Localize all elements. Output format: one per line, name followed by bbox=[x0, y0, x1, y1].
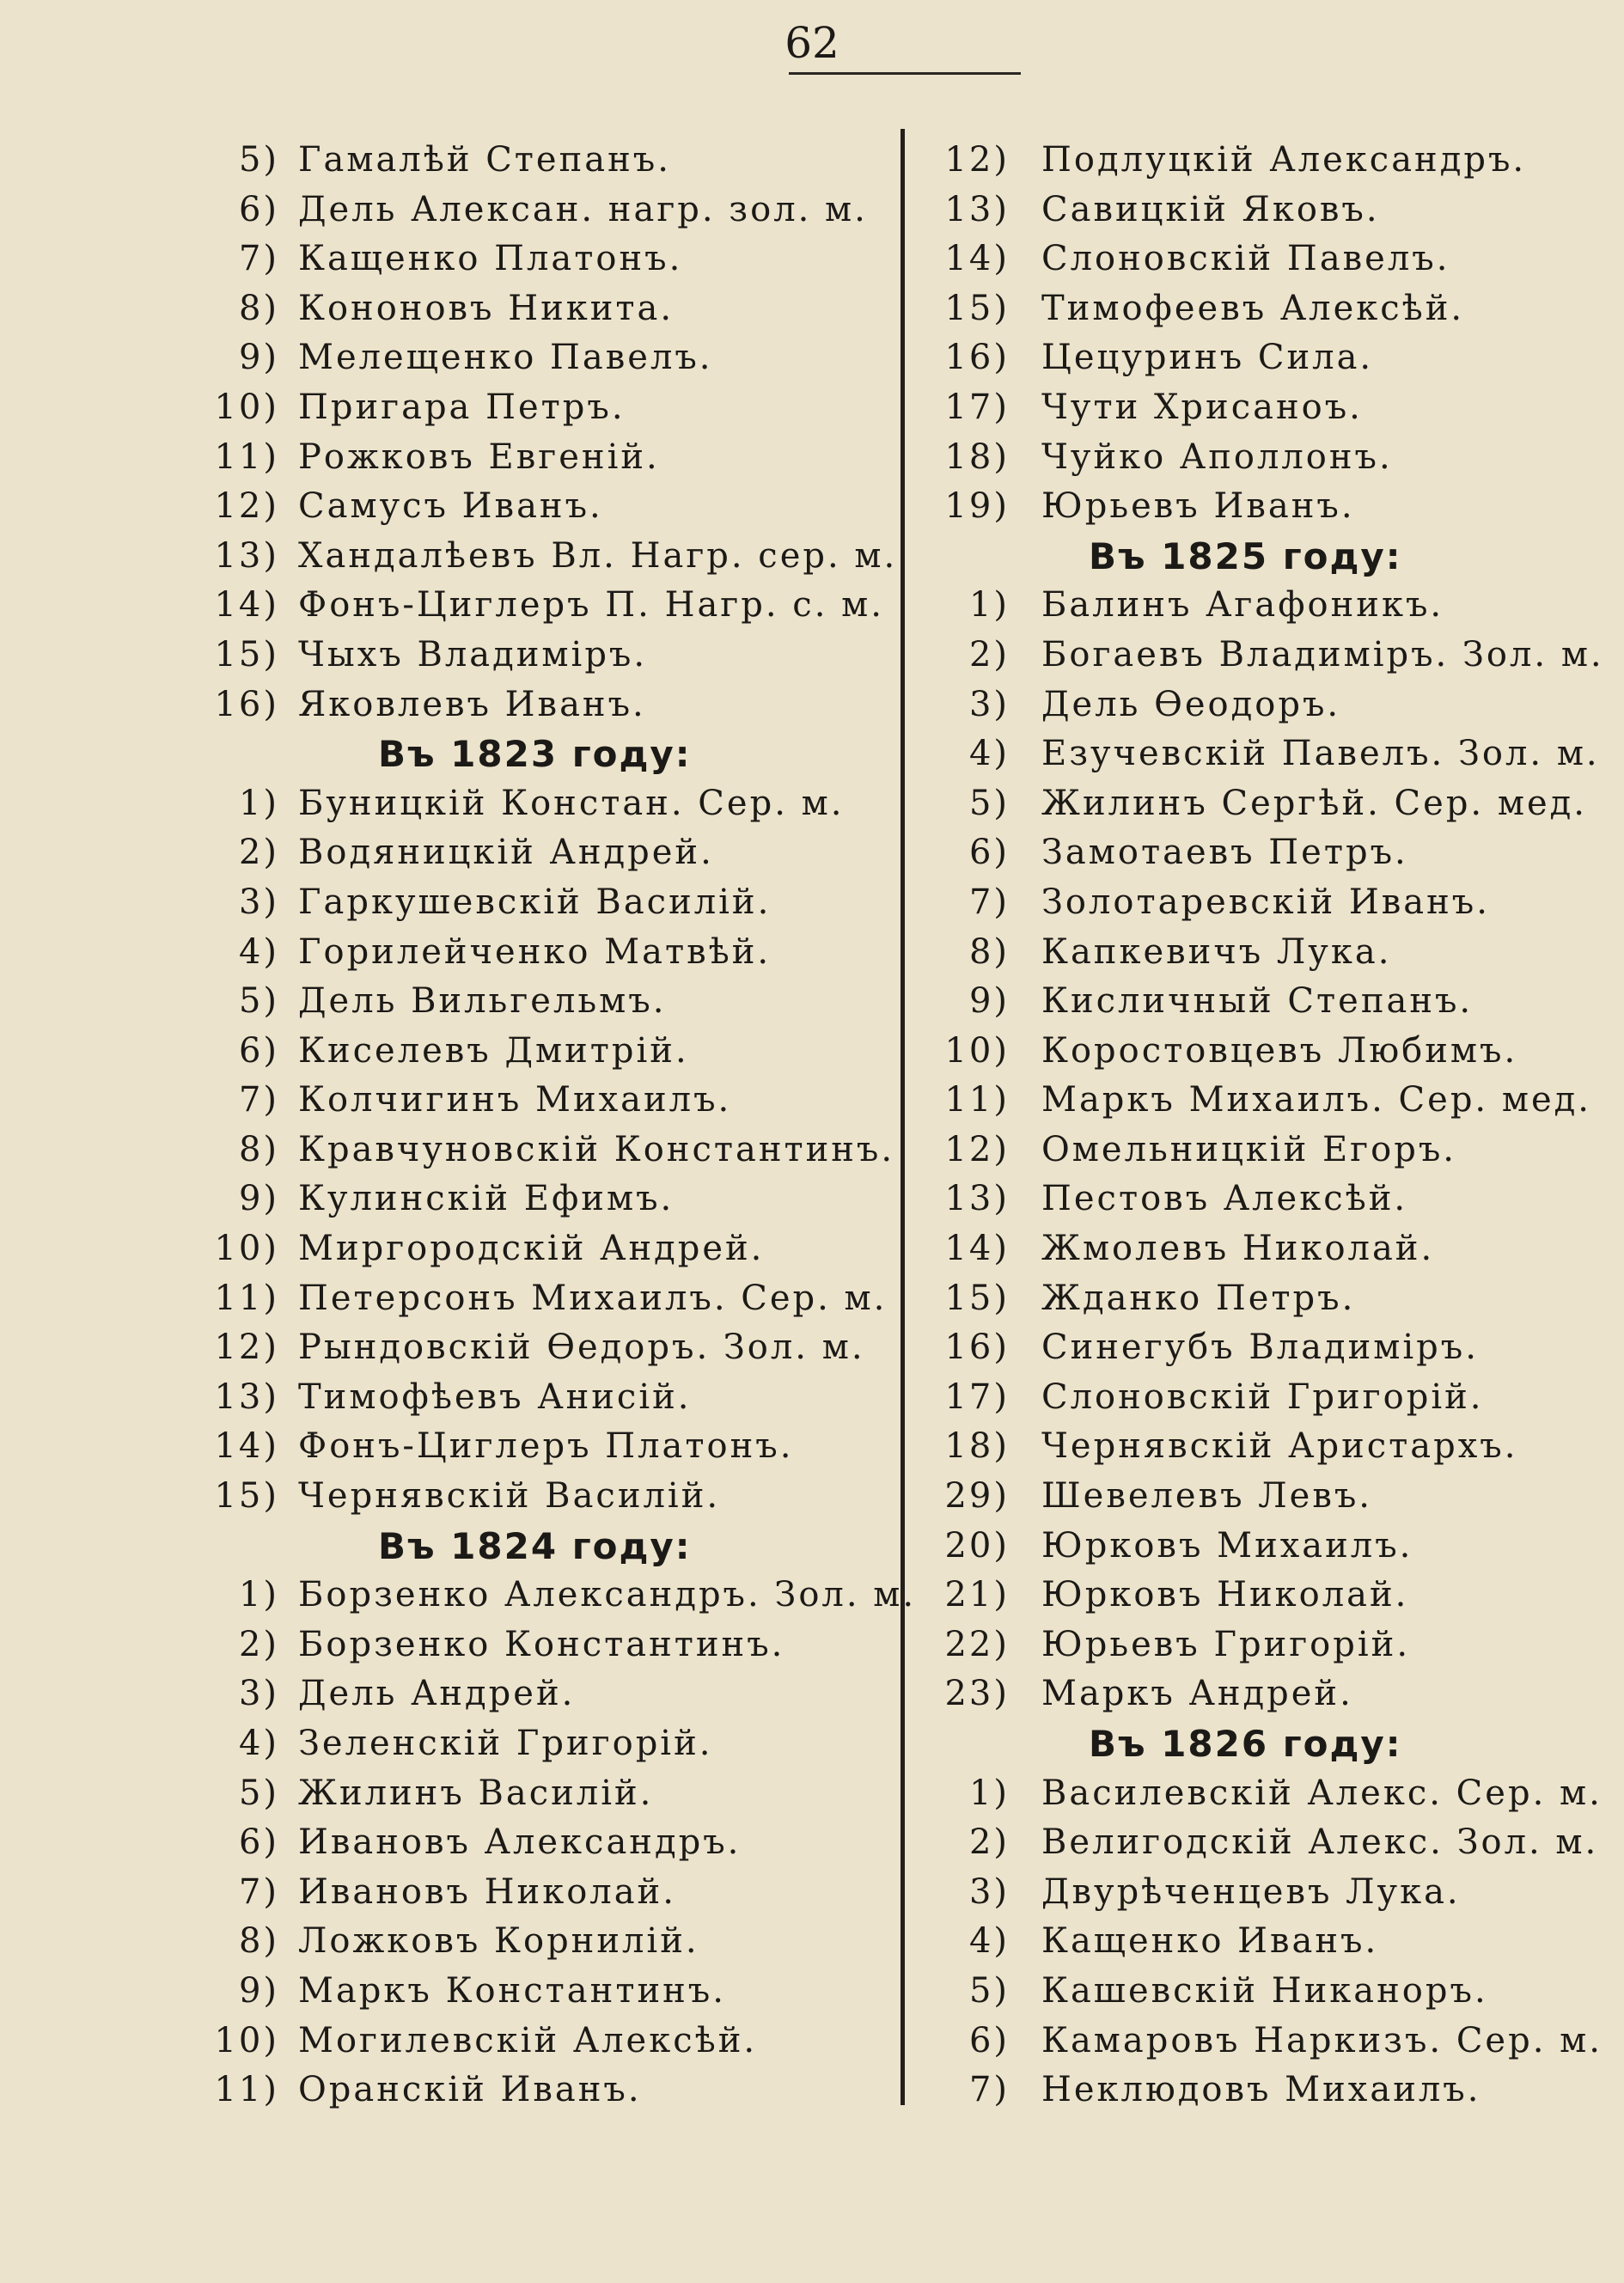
item-name: Фонъ-Циглеръ Платонъ. bbox=[298, 1426, 794, 1467]
item-number: 3) bbox=[968, 1871, 1010, 1912]
list-item bbox=[913, 235, 1617, 284]
item-name: Василевскій Алекс. Сер. м. bbox=[1041, 1773, 1603, 1813]
item-number: 18) bbox=[944, 436, 1010, 477]
list-item bbox=[168, 581, 896, 631]
item-name: Кащенко Платонъ. bbox=[298, 239, 683, 279]
item-number: 17) bbox=[944, 1377, 1010, 1417]
item-name: Дель Ѳеодоръ. bbox=[1041, 684, 1341, 724]
item-name: Яковлевъ Иванъ. bbox=[298, 684, 646, 724]
list-item bbox=[168, 284, 896, 334]
list-item bbox=[913, 1917, 1617, 1967]
item-name: Миргородскій Андрей. bbox=[298, 1229, 765, 1269]
item-name: Кащенко Иванъ. bbox=[1041, 1921, 1379, 1962]
item-number: 16) bbox=[944, 338, 1010, 378]
list-item bbox=[913, 1076, 1617, 1126]
item-number: 18) bbox=[944, 1426, 1010, 1467]
item-name: Чуйко Аполлонъ. bbox=[1041, 436, 1393, 477]
list-item bbox=[168, 433, 896, 483]
item-number: 13) bbox=[214, 1377, 279, 1417]
list-item bbox=[168, 1274, 896, 1324]
item-name: Слоновскій Павелъ. bbox=[1041, 239, 1450, 279]
item-number: 5) bbox=[238, 1773, 279, 1813]
year-heading: Въ 1826 году: bbox=[1089, 1723, 1402, 1765]
item-number: 15) bbox=[944, 1278, 1010, 1318]
item-name: Гамалѣй Степанъ. bbox=[298, 140, 671, 180]
list-item bbox=[168, 186, 896, 235]
item-number: 12) bbox=[944, 1129, 1010, 1169]
item-number: 6) bbox=[238, 189, 279, 229]
item-name: Юрковъ Михаилъ. bbox=[1041, 1525, 1413, 1566]
item-name: Богаевъ Владиміръ. Зол. м. bbox=[1041, 634, 1604, 675]
list-item bbox=[913, 779, 1617, 829]
item-number: 5) bbox=[968, 783, 1010, 823]
list-item bbox=[913, 284, 1617, 334]
list-item bbox=[168, 1126, 896, 1175]
list-item bbox=[168, 2017, 896, 2066]
item-name: Камаровъ Наркизъ. Сер. м. bbox=[1041, 2020, 1603, 2060]
year-heading: Въ 1824 году: bbox=[378, 1524, 692, 1567]
item-number: 15) bbox=[214, 634, 279, 675]
item-name: Борзенко Александръ. Зол. м. bbox=[298, 1575, 917, 1615]
item-number: 2) bbox=[968, 1822, 1010, 1863]
item-number: 9) bbox=[968, 981, 1010, 1022]
list-item bbox=[913, 2066, 1617, 2115]
list-item bbox=[168, 681, 896, 730]
item-name: Чыхъ Владиміръ. bbox=[298, 634, 648, 675]
item-number: 5) bbox=[238, 981, 279, 1022]
item-name: Чернявскій Аристархъ. bbox=[1041, 1426, 1518, 1467]
list-item bbox=[168, 1868, 896, 1918]
item-number: 14) bbox=[944, 239, 1010, 279]
list-item bbox=[913, 1323, 1617, 1373]
item-number: 8) bbox=[238, 1921, 279, 1962]
item-name: Горилейченко Матвѣй. bbox=[298, 931, 772, 972]
list-item bbox=[168, 235, 896, 284]
list-item bbox=[168, 2066, 896, 2115]
item-name: Дель Андрей. bbox=[298, 1674, 576, 1714]
item-number: 1) bbox=[238, 783, 279, 823]
item-name: Капкевичъ Лука. bbox=[1041, 931, 1392, 972]
item-name: Неклюдовъ Михаилъ. bbox=[1041, 2070, 1481, 2110]
item-number: 7) bbox=[968, 882, 1010, 922]
item-number: 11) bbox=[214, 1278, 279, 1318]
item-name: Чернявскій Василій. bbox=[298, 1476, 721, 1517]
item-name: Хандалѣевъ Вл. Нагр. сер. м. bbox=[298, 535, 898, 576]
item-number: 5) bbox=[238, 140, 279, 180]
list-item bbox=[913, 1175, 1617, 1224]
item-number: 2) bbox=[968, 634, 1010, 675]
list-item bbox=[168, 1076, 896, 1126]
item-number: 9) bbox=[238, 1179, 279, 1219]
list-item bbox=[168, 532, 896, 582]
item-number: 3) bbox=[968, 684, 1010, 724]
list-item bbox=[168, 1224, 896, 1274]
list-item bbox=[913, 1224, 1617, 1274]
item-number: 6) bbox=[968, 833, 1010, 873]
item-name: Савицкій Яковъ. bbox=[1041, 189, 1380, 229]
item-name: Балинъ Агафоникъ. bbox=[1041, 585, 1444, 626]
list-item bbox=[913, 433, 1617, 483]
list-item bbox=[913, 977, 1617, 1027]
year-heading: Въ 1825 году: bbox=[1089, 534, 1402, 577]
item-name: Гаркушевскій Василій. bbox=[298, 882, 772, 922]
item-number: 4) bbox=[968, 734, 1010, 774]
list-item bbox=[913, 1472, 1617, 1522]
list-item bbox=[913, 828, 1617, 878]
list-item bbox=[913, 1868, 1617, 1918]
item-number: 15) bbox=[944, 288, 1010, 328]
item-number: 10) bbox=[214, 1229, 279, 1269]
page-number-underline bbox=[789, 72, 1021, 75]
item-name: Золотаревскій Иванъ. bbox=[1041, 882, 1490, 922]
list-item bbox=[913, 1818, 1617, 1868]
item-name: Самусъ Иванъ. bbox=[298, 486, 603, 527]
item-name: Тимофеевъ Алексѣй. bbox=[1041, 288, 1465, 328]
item-number: 7) bbox=[968, 2070, 1010, 2110]
item-name: Оранскій Иванъ. bbox=[298, 2070, 642, 2110]
item-number: 7) bbox=[238, 1871, 279, 1912]
item-name: Юрьевъ Григорій. bbox=[1041, 1624, 1411, 1664]
list-item bbox=[913, 1621, 1617, 1670]
list-item bbox=[168, 383, 896, 433]
list-item bbox=[913, 333, 1617, 383]
item-name: Маркъ Михаилъ. Сер. мед. bbox=[1041, 1080, 1591, 1120]
item-name: Жилинъ Сергѣй. Сер. мед. bbox=[1041, 783, 1587, 823]
item-number: 16) bbox=[944, 1328, 1010, 1368]
item-number: 4) bbox=[968, 1921, 1010, 1962]
list-item bbox=[168, 1373, 896, 1423]
list-item bbox=[168, 977, 896, 1027]
list-item bbox=[168, 1323, 896, 1373]
item-number: 21) bbox=[944, 1575, 1010, 1615]
item-number: 22) bbox=[944, 1624, 1010, 1664]
item-name: Коростовцевъ Любимъ. bbox=[1041, 1030, 1518, 1071]
list-item bbox=[168, 1818, 896, 1868]
list-item bbox=[168, 631, 896, 681]
item-name: Фонъ-Циглеръ П. Нагр. с. м. bbox=[298, 585, 884, 626]
item-name: Жданко Петръ. bbox=[1041, 1278, 1356, 1318]
item-number: 16) bbox=[214, 684, 279, 724]
list-item bbox=[168, 828, 896, 878]
item-number: 4) bbox=[238, 1724, 279, 1763]
item-number: 10) bbox=[944, 1030, 1010, 1071]
item-name: Рожковъ Евгеній. bbox=[298, 436, 660, 477]
list-item bbox=[168, 1769, 896, 1819]
list-item bbox=[168, 136, 896, 186]
item-name: Дель Алексан. нагр. зол. м. bbox=[298, 189, 868, 229]
left-column bbox=[168, 136, 917, 2115]
item-number: 9) bbox=[238, 1970, 279, 2011]
year-heading: Въ 1823 году: bbox=[378, 733, 692, 776]
list-item bbox=[913, 1274, 1617, 1324]
item-name: Подлуцкій Александръ. bbox=[1041, 140, 1527, 180]
item-number: 6) bbox=[238, 1030, 279, 1071]
item-name: Ивановъ Николай. bbox=[298, 1871, 676, 1912]
item-number: 23) bbox=[944, 1674, 1010, 1714]
item-name: Цецуринъ Сила. bbox=[1041, 338, 1374, 378]
item-name: Пригара Петръ. bbox=[298, 387, 626, 427]
item-name: Кисличный Степанъ. bbox=[1041, 981, 1474, 1022]
item-number: 12) bbox=[214, 1328, 279, 1368]
item-name: Киселевъ Дмитрій. bbox=[298, 1030, 689, 1071]
item-number: 14) bbox=[944, 1229, 1010, 1269]
item-number: 14) bbox=[214, 1426, 279, 1467]
list-item bbox=[168, 1027, 896, 1077]
item-name: Двурѣченцевъ Лука. bbox=[1041, 1871, 1461, 1912]
item-name: Замотаевъ Петръ. bbox=[1041, 833, 1408, 873]
item-name: Слоновскій Григорій. bbox=[1041, 1377, 1484, 1417]
item-name: Ложковъ Корнилій. bbox=[298, 1921, 699, 1962]
item-number: 7) bbox=[238, 1080, 279, 1120]
list-item bbox=[168, 1175, 896, 1224]
item-name: Кашевскій Никаноръ. bbox=[1041, 1970, 1488, 2011]
list-item bbox=[913, 1670, 1617, 1719]
item-number: 2) bbox=[238, 833, 279, 873]
item-name: Рындовскій Ѳедоръ. Зол. м. bbox=[298, 1328, 865, 1368]
item-number: 11) bbox=[214, 436, 279, 477]
item-number: 17) bbox=[944, 387, 1010, 427]
item-name: Могилевскій Алексѣй. bbox=[298, 2020, 758, 2060]
list-item bbox=[913, 1027, 1617, 1077]
item-number: 15) bbox=[214, 1476, 279, 1517]
item-number: 12) bbox=[214, 486, 279, 527]
list-item bbox=[913, 631, 1617, 681]
item-number: 1) bbox=[238, 1575, 279, 1615]
item-number: 20) bbox=[944, 1525, 1010, 1566]
list-item bbox=[913, 681, 1617, 730]
item-number: 1) bbox=[968, 1773, 1010, 1813]
list-item bbox=[913, 878, 1617, 928]
item-number: 10) bbox=[214, 387, 279, 427]
list-item bbox=[168, 779, 896, 829]
list-item bbox=[168, 1967, 896, 2017]
list-item bbox=[913, 2017, 1617, 2066]
item-number: 8) bbox=[238, 1129, 279, 1169]
list-item bbox=[913, 581, 1617, 631]
item-name: Кононовъ Никита. bbox=[298, 288, 675, 328]
list-item bbox=[168, 1719, 896, 1769]
list-item bbox=[168, 1670, 896, 1719]
item-number: 8) bbox=[968, 931, 1010, 972]
item-number: 13) bbox=[944, 1179, 1010, 1219]
item-name: Велигодскій Алекс. Зол. м. bbox=[1041, 1822, 1599, 1863]
item-number: 7) bbox=[238, 239, 279, 279]
list-item bbox=[913, 482, 1617, 532]
list-item bbox=[913, 1373, 1617, 1423]
list-item bbox=[168, 1621, 896, 1670]
column-divider bbox=[901, 129, 905, 2105]
item-number: 10) bbox=[214, 2020, 279, 2060]
item-number: 29) bbox=[944, 1476, 1010, 1517]
item-name: Езучевскій Павелъ. Зол. м. bbox=[1041, 734, 1600, 774]
item-number: 3) bbox=[238, 1674, 279, 1714]
list-item bbox=[168, 482, 896, 532]
item-number: 6) bbox=[238, 1822, 279, 1863]
item-number: 9) bbox=[238, 338, 279, 378]
item-name: Борзенко Константинъ. bbox=[298, 1624, 785, 1664]
right-column bbox=[913, 136, 1617, 2115]
item-number: 2) bbox=[238, 1624, 279, 1664]
item-number: 1) bbox=[968, 585, 1010, 626]
item-number: 13) bbox=[214, 535, 279, 576]
item-number: 4) bbox=[238, 931, 279, 972]
list-item bbox=[913, 1967, 1617, 2017]
item-name: Маркъ Константинъ. bbox=[298, 1970, 726, 2011]
item-number: 11) bbox=[214, 2070, 279, 2110]
item-name: Тимофѣевъ Анисій. bbox=[298, 1377, 692, 1417]
item-name: Жилинъ Василій. bbox=[298, 1773, 654, 1813]
item-name: Колчигинъ Михаилъ. bbox=[298, 1080, 732, 1120]
item-name: Шевелевъ Левъ. bbox=[1041, 1476, 1373, 1517]
list-item bbox=[913, 729, 1617, 779]
list-item bbox=[168, 1422, 896, 1472]
item-name: Юрковъ Николай. bbox=[1041, 1575, 1409, 1615]
list-item bbox=[168, 1917, 896, 1967]
item-name: Маркъ Андрей. bbox=[1041, 1674, 1353, 1714]
item-name: Кулинскій Ефимъ. bbox=[298, 1179, 675, 1219]
list-item bbox=[168, 333, 896, 383]
list-item bbox=[913, 136, 1617, 186]
item-name: Дель Вильгельмъ. bbox=[298, 981, 667, 1022]
item-name: Юрьевъ Иванъ. bbox=[1041, 486, 1355, 527]
item-name: Мелещенко Павелъ. bbox=[298, 338, 713, 378]
list-item bbox=[913, 1126, 1617, 1175]
item-name: Водяницкій Андрей. bbox=[298, 833, 714, 873]
list-item bbox=[168, 878, 896, 928]
item-number: 6) bbox=[968, 2020, 1010, 2060]
item-number: 11) bbox=[944, 1080, 1010, 1120]
list-item bbox=[913, 383, 1617, 433]
item-name: Буницкій Констан. Сер. м. bbox=[298, 783, 845, 823]
item-name: Омельницкій Егоръ. bbox=[1041, 1129, 1456, 1169]
list-item bbox=[913, 928, 1617, 978]
item-name: Петерсонъ Михаилъ. Сер. м. bbox=[298, 1278, 888, 1318]
list-item bbox=[913, 186, 1617, 235]
item-name: Зеленскій Григорій. bbox=[298, 1724, 713, 1763]
list-item bbox=[913, 1571, 1617, 1621]
item-name: Пестовъ Алексѣй. bbox=[1041, 1179, 1408, 1219]
item-number: 19) bbox=[944, 486, 1010, 527]
item-number: 12) bbox=[944, 140, 1010, 180]
item-number: 14) bbox=[214, 585, 279, 626]
item-name: Жмолевъ Николай. bbox=[1041, 1229, 1435, 1269]
list-item bbox=[913, 1522, 1617, 1572]
item-name: Синегубъ Владиміръ. bbox=[1041, 1328, 1479, 1368]
list-item bbox=[913, 1769, 1617, 1819]
item-number: 5) bbox=[968, 1970, 1010, 2011]
item-number: 3) bbox=[238, 882, 279, 922]
list-item bbox=[168, 1472, 896, 1522]
item-name: Чути Хрисаноъ. bbox=[1041, 387, 1363, 427]
list-item bbox=[168, 1571, 917, 1621]
list-item bbox=[913, 1422, 1617, 1472]
item-name: Кравчуновскій Константинъ. bbox=[298, 1129, 895, 1169]
item-number: 13) bbox=[944, 189, 1010, 229]
item-name: Ивановъ Александръ. bbox=[298, 1822, 742, 1863]
page-number: 62 bbox=[785, 18, 839, 68]
item-number: 8) bbox=[238, 288, 279, 328]
list-item bbox=[168, 928, 896, 978]
